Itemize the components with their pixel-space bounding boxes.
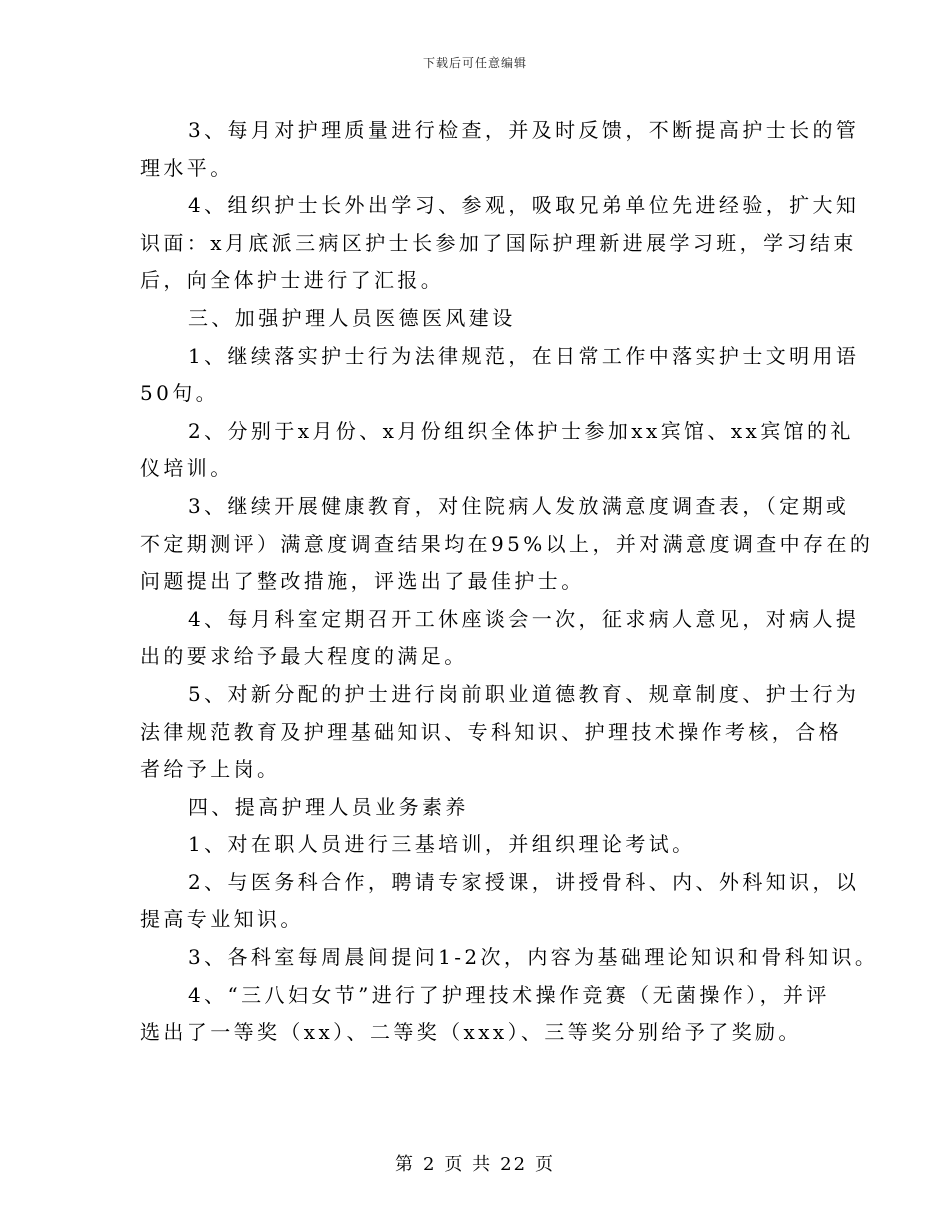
paragraph-line: 法律规范教育及护理基础知识、专科知识、护理技术操作考核，合格 <box>140 719 842 744</box>
footer-middle: 页 共 <box>444 1154 493 1175</box>
paragraph-line: 50句。 <box>140 381 220 406</box>
paragraph-line: 提高专业知识。 <box>140 907 304 932</box>
paragraph-line: 5、对新分配的护士进行岗前职业道德教育、规章制度、护士行为 <box>188 681 860 706</box>
document-body <box>140 112 879 1052</box>
section-heading: 三、加强护理人员医德医风建设 <box>188 305 516 330</box>
paragraph-line: 识面：x月底派三病区护士长参加了国际护理新进展学习班，学习结束 <box>140 230 857 255</box>
footer-suffix: 页 <box>535 1154 556 1175</box>
paragraph-line: 3、继续开展健康教育，对住院病人发放满意度调查表，（定期或 <box>188 493 850 518</box>
paragraph-line: 问题提出了整改措施，评选出了最佳护士。 <box>140 569 585 594</box>
paragraph-line: 仪培训。 <box>140 456 234 481</box>
paragraph-line: 1、对在职人员进行三基培训，并组织理论考试。 <box>188 832 696 857</box>
paragraph-line: 者给予上岗。 <box>140 757 281 782</box>
paragraph-line: 理水平。 <box>140 155 234 180</box>
paragraph-line: 4、“三八妇女节”进行了护理技术操作竞赛（无菌操作），并评 <box>188 982 830 1007</box>
footer-prefix: 第 <box>394 1154 415 1175</box>
paragraph-line: 3、每月对护理质量进行检查，并及时反馈，不断提高护士长的管 <box>188 118 860 142</box>
paragraph-line: 3、各科室每周晨间提问1-2次，内容为基础理论知识和骨科知识。 <box>188 945 879 970</box>
paragraph-line: 选出了一等奖（xx）、二等奖（xxx）、三等奖分别给予了奖励。 <box>140 1020 802 1045</box>
total-pages: 22 <box>500 1154 528 1175</box>
paragraph-line: 1、继续落实护士行为法律规范，在日常工作中落实护士文明用语 <box>188 343 860 368</box>
page-header: 下载后可任意编辑 <box>422 56 527 70</box>
paragraph-line: 4、组织护士长外出学习、参观，吸取兄弟单位先进经验，扩大知 <box>188 193 860 218</box>
paragraph-line: 2、分别于x月份、x月份组织全体护士参加xx宾馆、xx宾馆的礼 <box>188 418 854 443</box>
paragraph-line: 后，向全体护士进行了汇报。 <box>140 268 445 293</box>
page-footer <box>0 1150 950 1176</box>
page-number: 2 <box>422 1154 437 1175</box>
paragraph-line: 不定期测评）满意度调查结果均在95%以上，并对满意度调查中存在的 <box>140 531 874 556</box>
paragraph-line: 出的要求给予最大程度的满足。 <box>140 644 468 669</box>
paragraph-line: 4、每月科室定期召开工休座谈会一次，征求病人意见，对病人提 <box>188 606 860 631</box>
section-heading: 四、提高护理人员业务素养 <box>188 794 469 819</box>
paragraph-line: 2、与医务科合作，聘请专家授课，讲授骨科、内、外科知识，以 <box>188 869 860 894</box>
